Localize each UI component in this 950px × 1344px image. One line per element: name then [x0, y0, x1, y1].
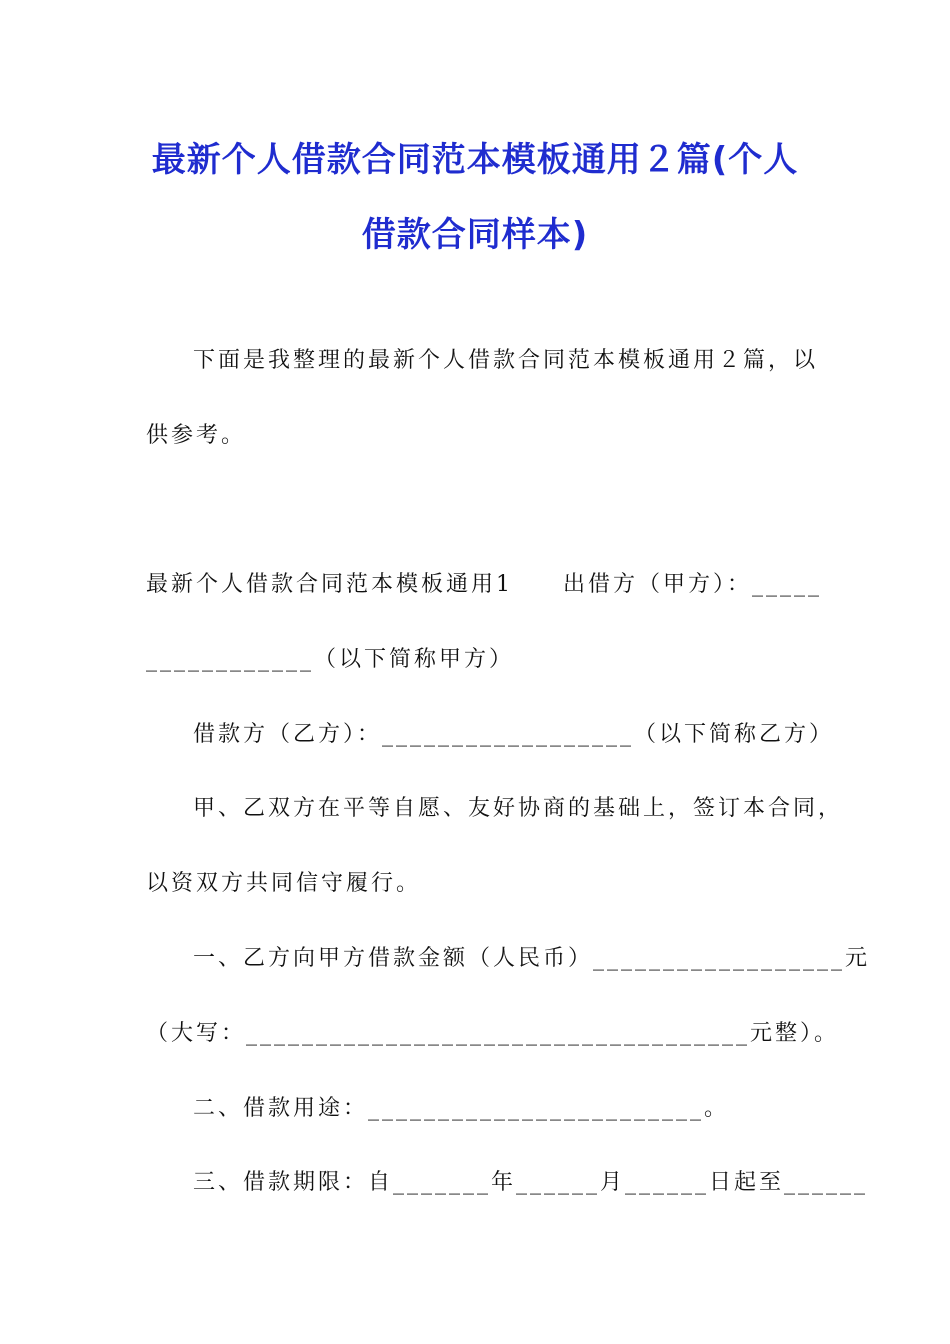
clause-2-purpose-line: 二、借款用途：________________________。	[193, 1096, 730, 1121]
intro-paragraph-line-1: 下面是我整理的最新个人借款合同范本模板通用２篇，以	[193, 348, 819, 373]
contract-heading-lender: 最新个人借款合同范本模板通用1 出借方（甲方）：_____	[146, 572, 822, 597]
clause-3-term-line: 三、借款期限：自_______年______月______日起至______	[193, 1170, 869, 1195]
clause-1-capitalized-amount-line: （大写：____________________________________元整）。	[146, 1021, 840, 1046]
document-title-line-1: 最新个人借款合同范本模板通用２篇(个人	[151, 140, 799, 180]
borrower-line: 借款方（乙方）：__________________（以下简称乙方）	[193, 722, 835, 747]
intro-paragraph-line-2: 供参考。	[146, 423, 247, 448]
document-title-line-2: 借款合同样本)	[361, 215, 589, 255]
lender-abbreviation-line: ____________（以下简称甲方）	[146, 647, 515, 672]
agreement-paragraph-line-2: 以资双方共同信守履行。	[146, 871, 422, 896]
agreement-paragraph-line-1: 甲、乙双方在平等自愿、友好协商的基础上，签订本合同，	[193, 796, 844, 821]
clause-1-amount-line: 一、乙方向甲方借款金额（人民币）__________________元	[193, 946, 871, 971]
